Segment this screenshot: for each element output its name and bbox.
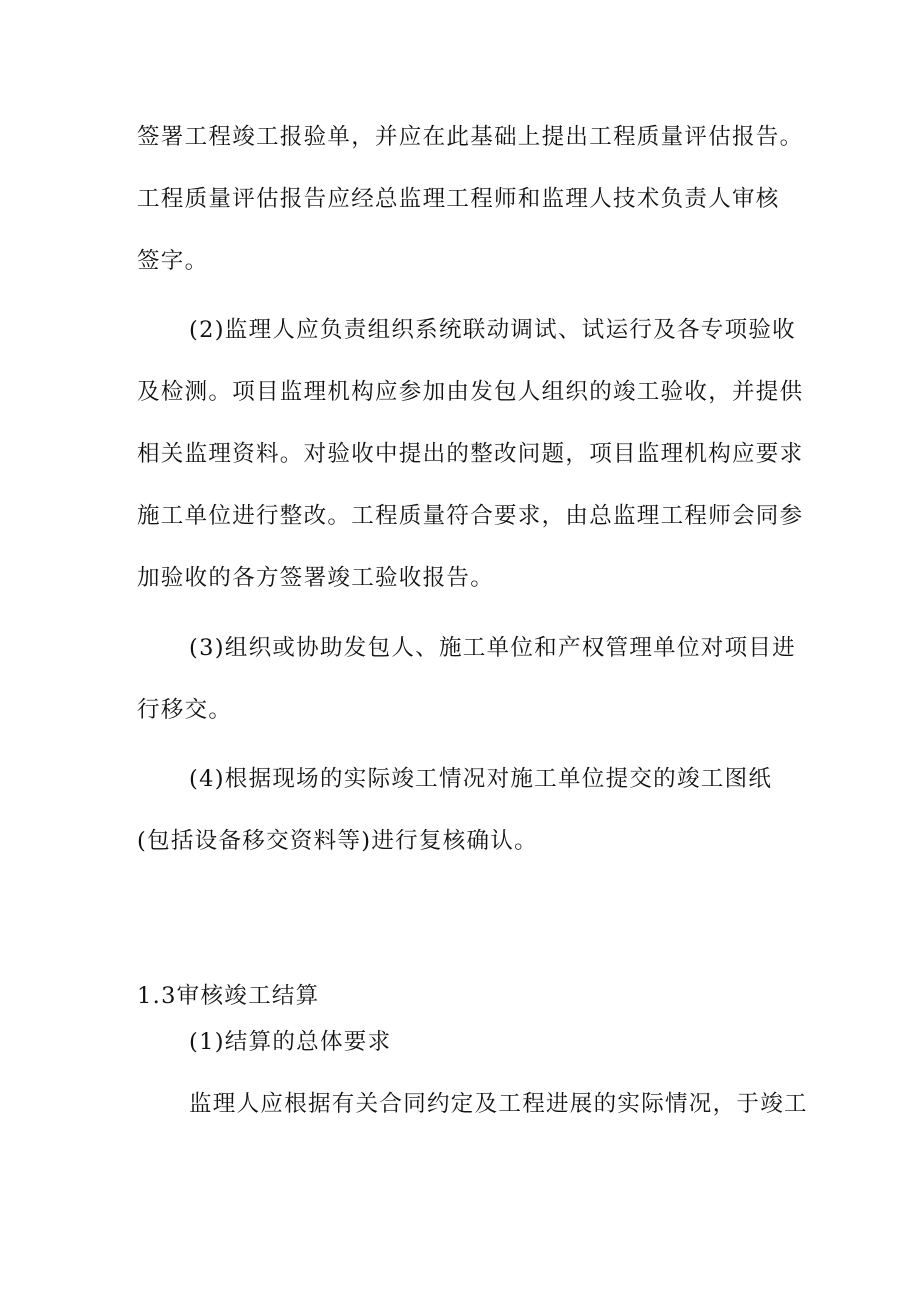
subsection-heading: (1)结算的总体要求 — [189, 1029, 392, 1055]
item-2-line-2: 及检测。项目监理机构应参加由发包人组织的竣工验收，并提供 — [137, 379, 804, 405]
paragraph-1-line-2: 工程质量评估报告应经总监理工程师和监理人技术负责人审核 — [137, 186, 780, 212]
item-2-line-3: 相关监理资料。对验收中提出的整改问题，项目监理机构应要求 — [137, 441, 804, 467]
item-2-line-5: 加验收的各方签署竣工验收报告。 — [137, 565, 495, 591]
section-heading: 1.3审核竣工结算 — [137, 983, 320, 1009]
item-4-line-1: (4)根据现场的实际竣工情况对施工单位提交的竣工图纸 — [189, 766, 773, 792]
item-2-line-4: 施工单位进行整改。工程质量符合要求，由总监理工程师会同参 — [137, 503, 804, 529]
paragraph-1-line-1: 签署工程竣工报验单，并应在此基础上提出工程质量评估报告。 — [137, 124, 804, 150]
item-2-line-1: (2)监理人应负责组织系统联动调试、试运行及各专项验收 — [189, 317, 796, 343]
item-3-line-1: (3)组织或协助发包人、施工单位和产权管理单位对项目进 — [189, 635, 796, 661]
section-paragraph-line-1: 监理人应根据有关合同约定及工程进展的实际情况，于竣工 — [189, 1091, 808, 1117]
item-4-line-2: (包括设备移交资料等)进行复核确认。 — [137, 828, 538, 854]
item-3-line-2: 行移交。 — [137, 697, 233, 723]
paragraph-1-line-3: 签字。 — [137, 248, 209, 274]
